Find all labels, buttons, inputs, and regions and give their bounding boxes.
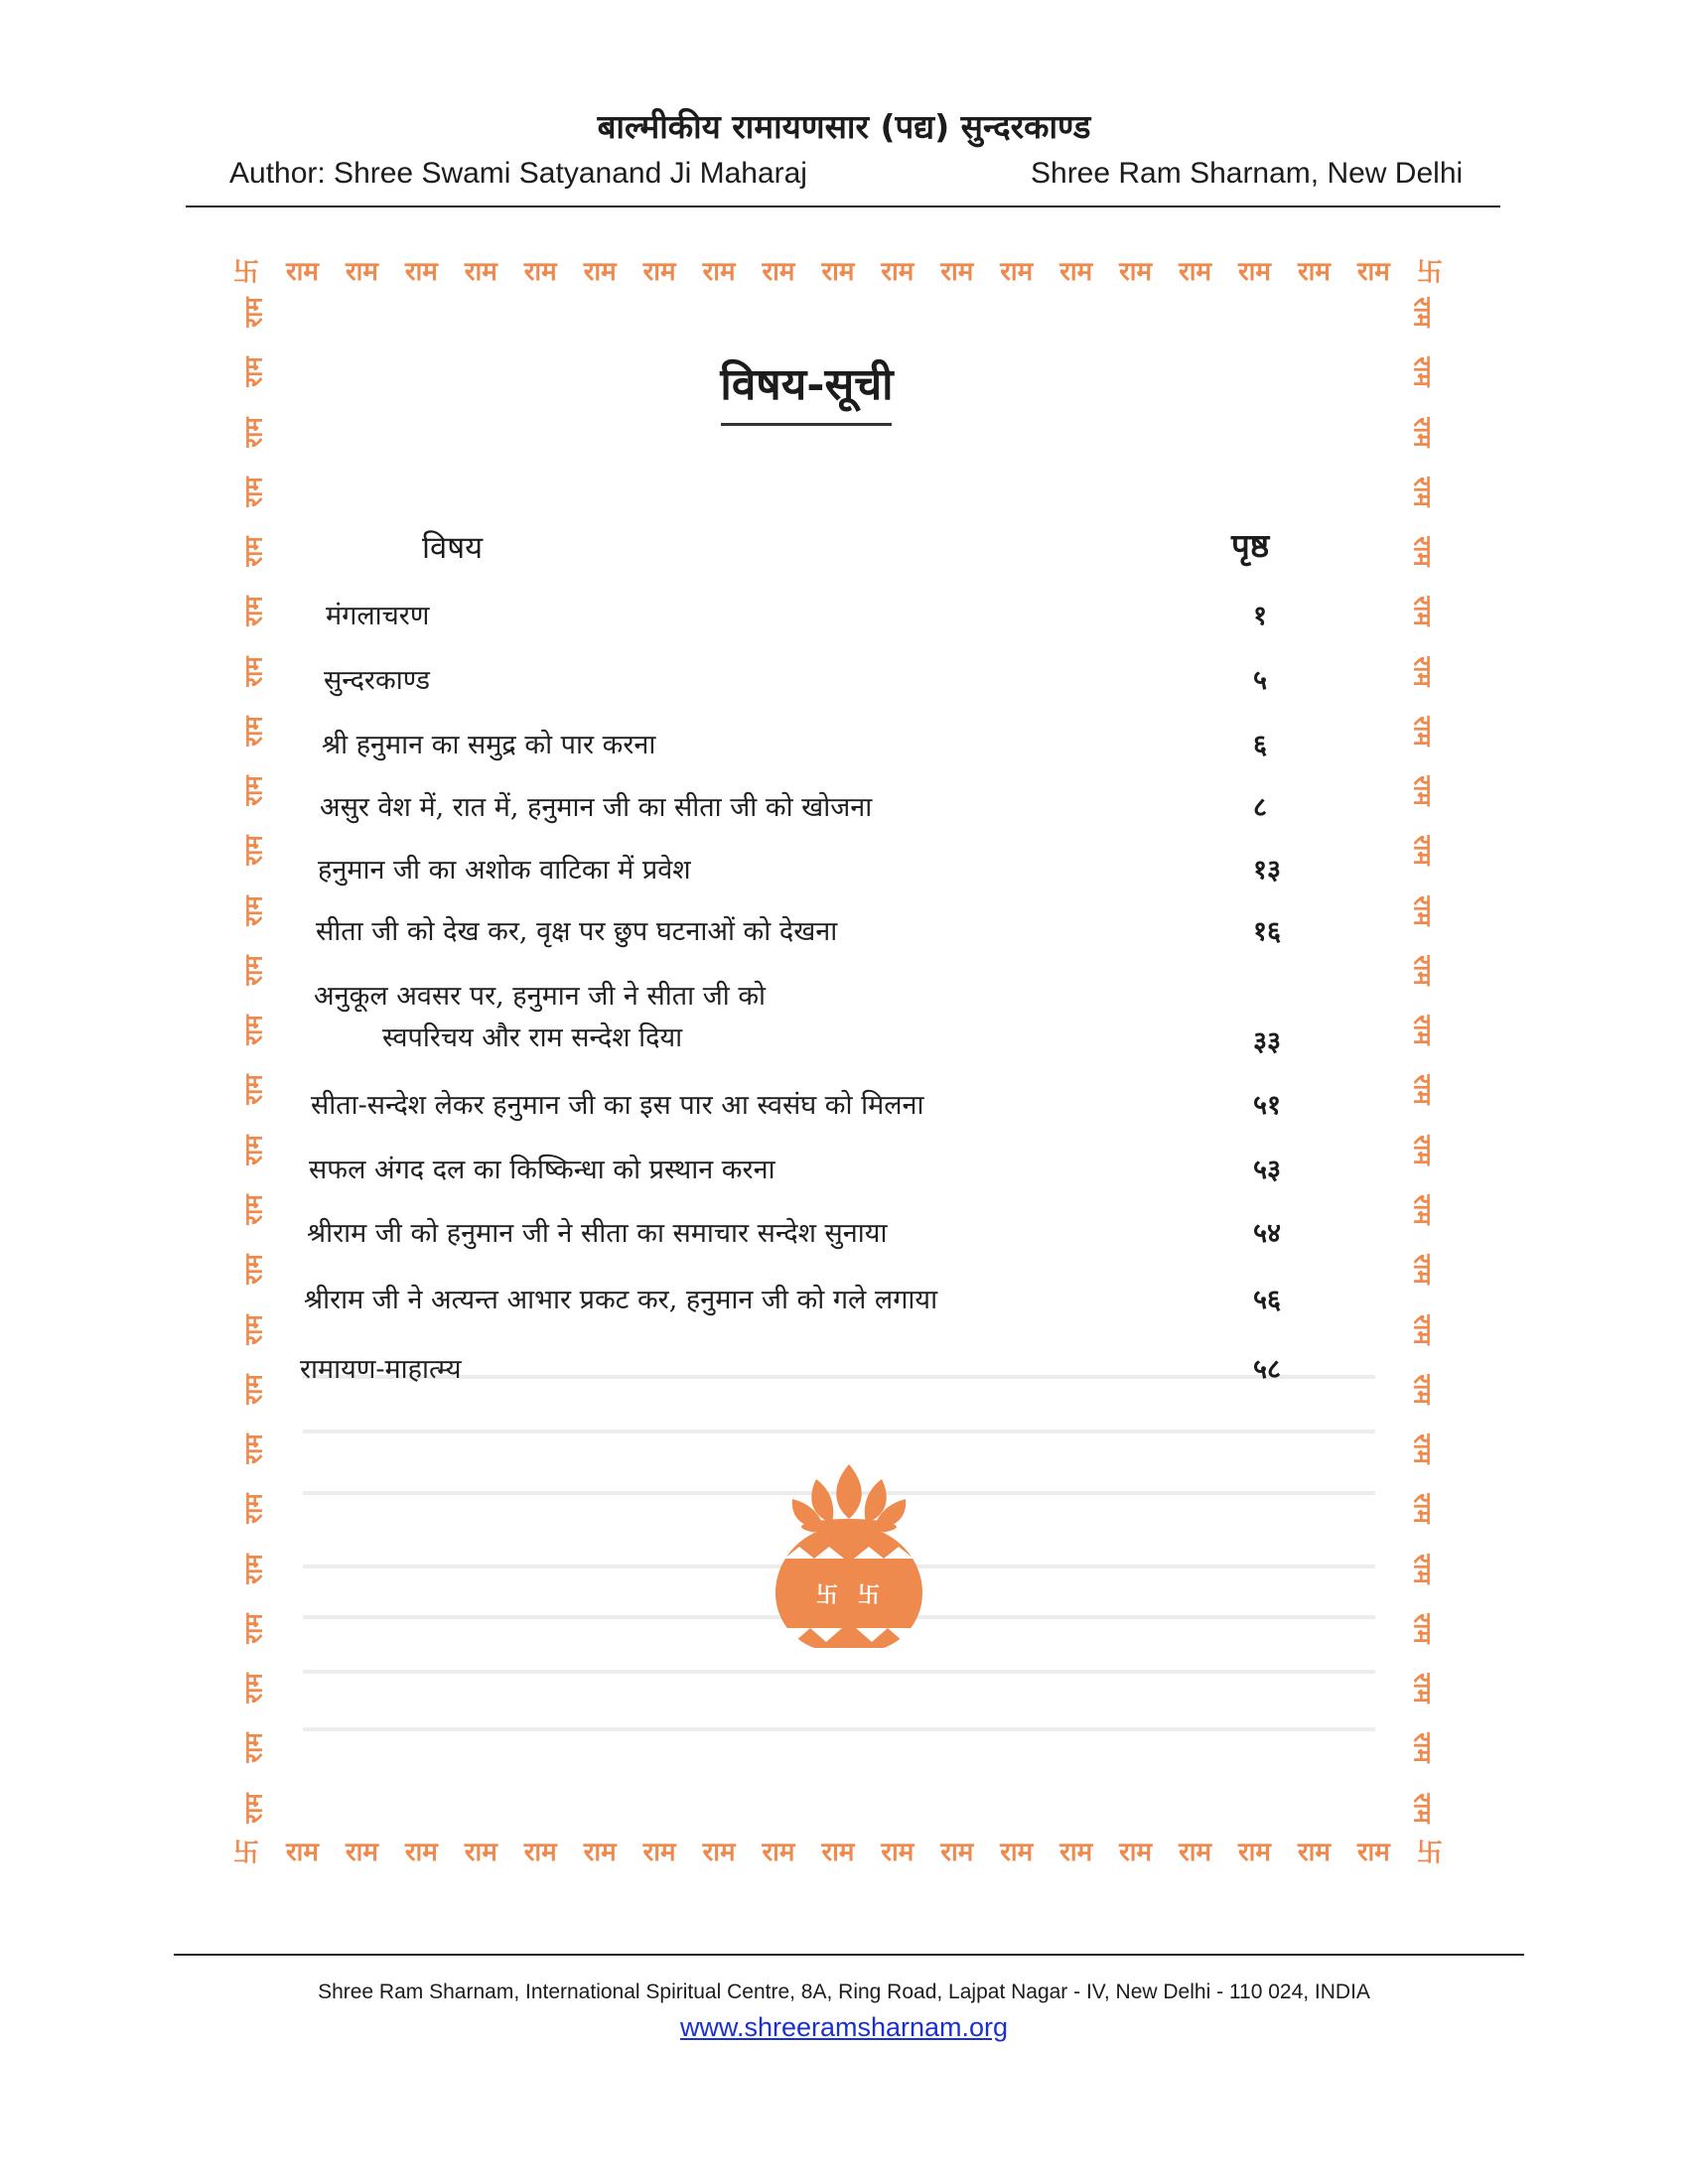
frame-word: राम [702,257,736,287]
column-header-page: पृष्ठ [1231,526,1270,565]
frame-word: राम [1179,257,1212,287]
frame-word: राम [1408,1792,1437,1824]
frame-word: राम [1408,1135,1437,1165]
author-line: Author: Shree Swami Satyanand Ji Maharaj [229,157,807,190]
kalash-emblem [755,1459,943,1658]
frame-word: राम [1408,716,1437,747]
toc-entry-page: ६ [1253,730,1268,760]
frame-word: राम [1408,655,1437,687]
frame-word: राम [762,1838,795,1867]
swastika-left: 卐 [816,1583,839,1608]
frame-word: राम [239,1792,268,1824]
toc-entry-topic: मंगलाचरण [326,601,430,631]
frame-word: राम [1408,1673,1437,1704]
frame-word: राम [345,257,378,287]
toc-entry-topic: असुर वेश में, रात में, हनुमान जी का सीता जी को खोजना [320,792,873,823]
frame-word: राम [1408,297,1437,328]
frame-word: राम [286,1838,319,1867]
frame-word: राम [1238,1838,1271,1867]
frame-word: राम [239,356,268,387]
swastika-corner-icon: 卐 [1416,257,1443,288]
toc-entry-page: ३३ [1253,1026,1282,1057]
frame-word: राम [642,257,676,287]
toc-entry-page: ८ [1253,792,1268,823]
frame-word: राम [881,257,914,287]
frame-word: राम [1408,356,1437,387]
frame-word: राम [1408,596,1437,627]
frame-word: राम [1408,1732,1437,1764]
bleed-through-line [303,1375,1375,1379]
frame-word: राम [1059,1838,1093,1867]
frame-word: राम [1119,1838,1153,1867]
frame-word: राम [239,1433,268,1464]
swastika-corner-icon: 卐 [233,1838,260,1868]
frame-word: राम [1408,1015,1437,1045]
toc-entry-page: ५८ [1253,1354,1282,1385]
frame-word: राम [1408,1254,1437,1285]
toc-entry-page: १३ [1253,855,1282,886]
frame-word: राम [1408,477,1437,507]
frame-top-row [233,250,1443,290]
frame-bottom-row [233,1831,1443,1870]
frame-word: राम [239,477,268,507]
frame-word: राम [239,416,268,448]
frame-word: राम [940,257,974,287]
frame-word: राम [1179,1838,1212,1867]
toc-entry-page: ५१ [1253,1090,1282,1121]
frame-word: राम [239,894,268,926]
frame-word: राम [821,257,855,287]
frame-word: राम [239,775,268,806]
toc-entry-topic: रामायण-माहात्म्य [300,1354,462,1385]
frame-word: राम [239,1493,268,1525]
frame-word: राम [1000,1838,1034,1867]
toc-entry-topic: सीता-सन्देश लेकर हनुमान जी का इस पार आ स्वसंघ को मिलना [311,1090,924,1121]
swastika-corner-icon: 卐 [1416,1838,1443,1868]
frame-word: राम [1356,257,1390,287]
frame-word: राम [345,1838,378,1867]
frame-word: राम [239,1613,268,1644]
frame-word: राम [1408,1313,1437,1345]
frame-word: राम [583,257,617,287]
frame-word: राम [1408,1194,1437,1225]
kalash-rim [801,1519,897,1535]
toc-entry-page: १ [1253,601,1268,631]
toc-entry-page: ५४ [1253,1218,1282,1249]
frame-right-column [1403,296,1443,1825]
frame-word: राम [1408,894,1437,926]
frame-word: राम [1408,775,1437,806]
frame-word: राम [940,1838,974,1867]
frame-word: राम [1356,1838,1390,1867]
frame-word: राम [239,835,268,867]
frame-word: राम [523,1838,557,1867]
toc-entry-topic: हनुमान जी का अशोक वाटिका में प्रवेश [318,855,691,886]
frame-word: राम [239,536,268,567]
publisher-line: Shree Ram Sharnam, New Delhi [1031,157,1464,190]
bleed-through-line [303,1430,1375,1433]
frame-word: राम [239,1313,268,1345]
frame-word: राम [1408,1613,1437,1644]
document-title: बाल्मीकीय रामायणसार (पद्य) सुन्दरकाण्ड [597,107,1091,146]
footer-divider [174,1954,1524,1956]
frame-word: राम [583,1838,617,1867]
frame-word: राम [239,1074,268,1106]
bleed-through-line [303,1670,1375,1674]
frame-word: राम [286,257,319,287]
toc-entry-topic: अनुकूल अवसर पर, हनुमान जी ने सीता जी को [314,981,767,1012]
frame-word: राम [464,257,497,287]
frame-word: राम [1000,257,1034,287]
frame-word: राम [1408,1374,1437,1405]
toc-entry-topic: सफल अंगद दल का किष्किन्धा को प्रस्थान करना [309,1155,775,1185]
frame-word: राम [239,655,268,687]
frame-word: राम [239,1015,268,1045]
frame-word: राम [239,1673,268,1704]
column-header-topic: विषय [422,530,484,566]
toc-entry-page: १६ [1253,916,1282,947]
toc-entry-page: ५३ [1253,1155,1282,1185]
frame-word: राम [1408,835,1437,867]
frame-word: राम [821,1838,855,1867]
toc-entry-topic: श्री हनुमान का समुद्र को पार करना [322,730,656,760]
frame-word: राम [1408,1493,1437,1525]
toc-entry-topic: सुन्दरकाण्ड [324,665,430,696]
frame-word: राम [642,1838,676,1867]
frame-word: राम [239,1553,268,1584]
frame-word: राम [239,716,268,747]
bleed-through-line [303,1727,1375,1731]
frame-word: राम [1238,257,1271,287]
toc-entry-topic: सीता जी को देख कर, वृक्ष पर छुप घटनाओं को देखना [316,916,838,947]
frame-word: राम [239,955,268,986]
frame-word: राम [1408,1553,1437,1584]
footer-website-link[interactable]: www.shreeramsharnam.org [679,2012,1009,2042]
toc-title: विषय-सूची [720,359,894,410]
frame-word: राम [523,257,557,287]
frame-word: राम [404,1838,438,1867]
frame-word: राम [239,1194,268,1225]
toc-entry-topic-continued: स्वपरिचय और राम सन्देश दिया [382,1023,683,1053]
frame-left-column [233,296,273,1825]
toc-entry-topic: श्रीराम जी ने अत्यन्त आभार प्रकट कर, हनुमान जी को गले लगाया [304,1285,938,1315]
frame-word: राम [1297,1838,1331,1867]
frame-word: राम [1408,536,1437,567]
toc-entry-topic: श्रीराम जी को हनुमान जी ने सीता का समाचार सन्देश सुनाया [307,1218,888,1249]
swastika-right: 卐 [858,1583,881,1608]
toc-entry-page: ५ [1253,665,1268,696]
toc-title-underline [721,423,892,426]
frame-word: राम [1408,955,1437,986]
frame-word: राम [239,1374,268,1405]
frame-word: राम [464,1838,497,1867]
frame-word: राम [1408,1074,1437,1106]
toc-entry-page: ५६ [1253,1285,1282,1315]
frame-word: राम [762,257,795,287]
frame-word: राम [239,1135,268,1165]
frame-word: राम [1408,1433,1437,1464]
frame-word: राम [1119,257,1153,287]
frame-word: राम [702,1838,736,1867]
footer-address: Shree Ram Sharnam, International Spiritual Centre, 8A, Ring Road, Lajpat Nagar - IV, New Delhi - 110 024, INDIA [318,1980,1370,2003]
frame-word: राम [239,1732,268,1764]
frame-word: राम [239,297,268,328]
frame-word: राम [404,257,438,287]
swastika-corner-icon: 卐 [233,257,260,288]
frame-word: राम [881,1838,914,1867]
header-divider [186,205,1500,207]
frame-word: राम [1297,257,1331,287]
frame-word: राम [1059,257,1093,287]
frame-word: राम [239,596,268,627]
frame-word: राम [1408,416,1437,448]
frame-word: राम [239,1254,268,1285]
